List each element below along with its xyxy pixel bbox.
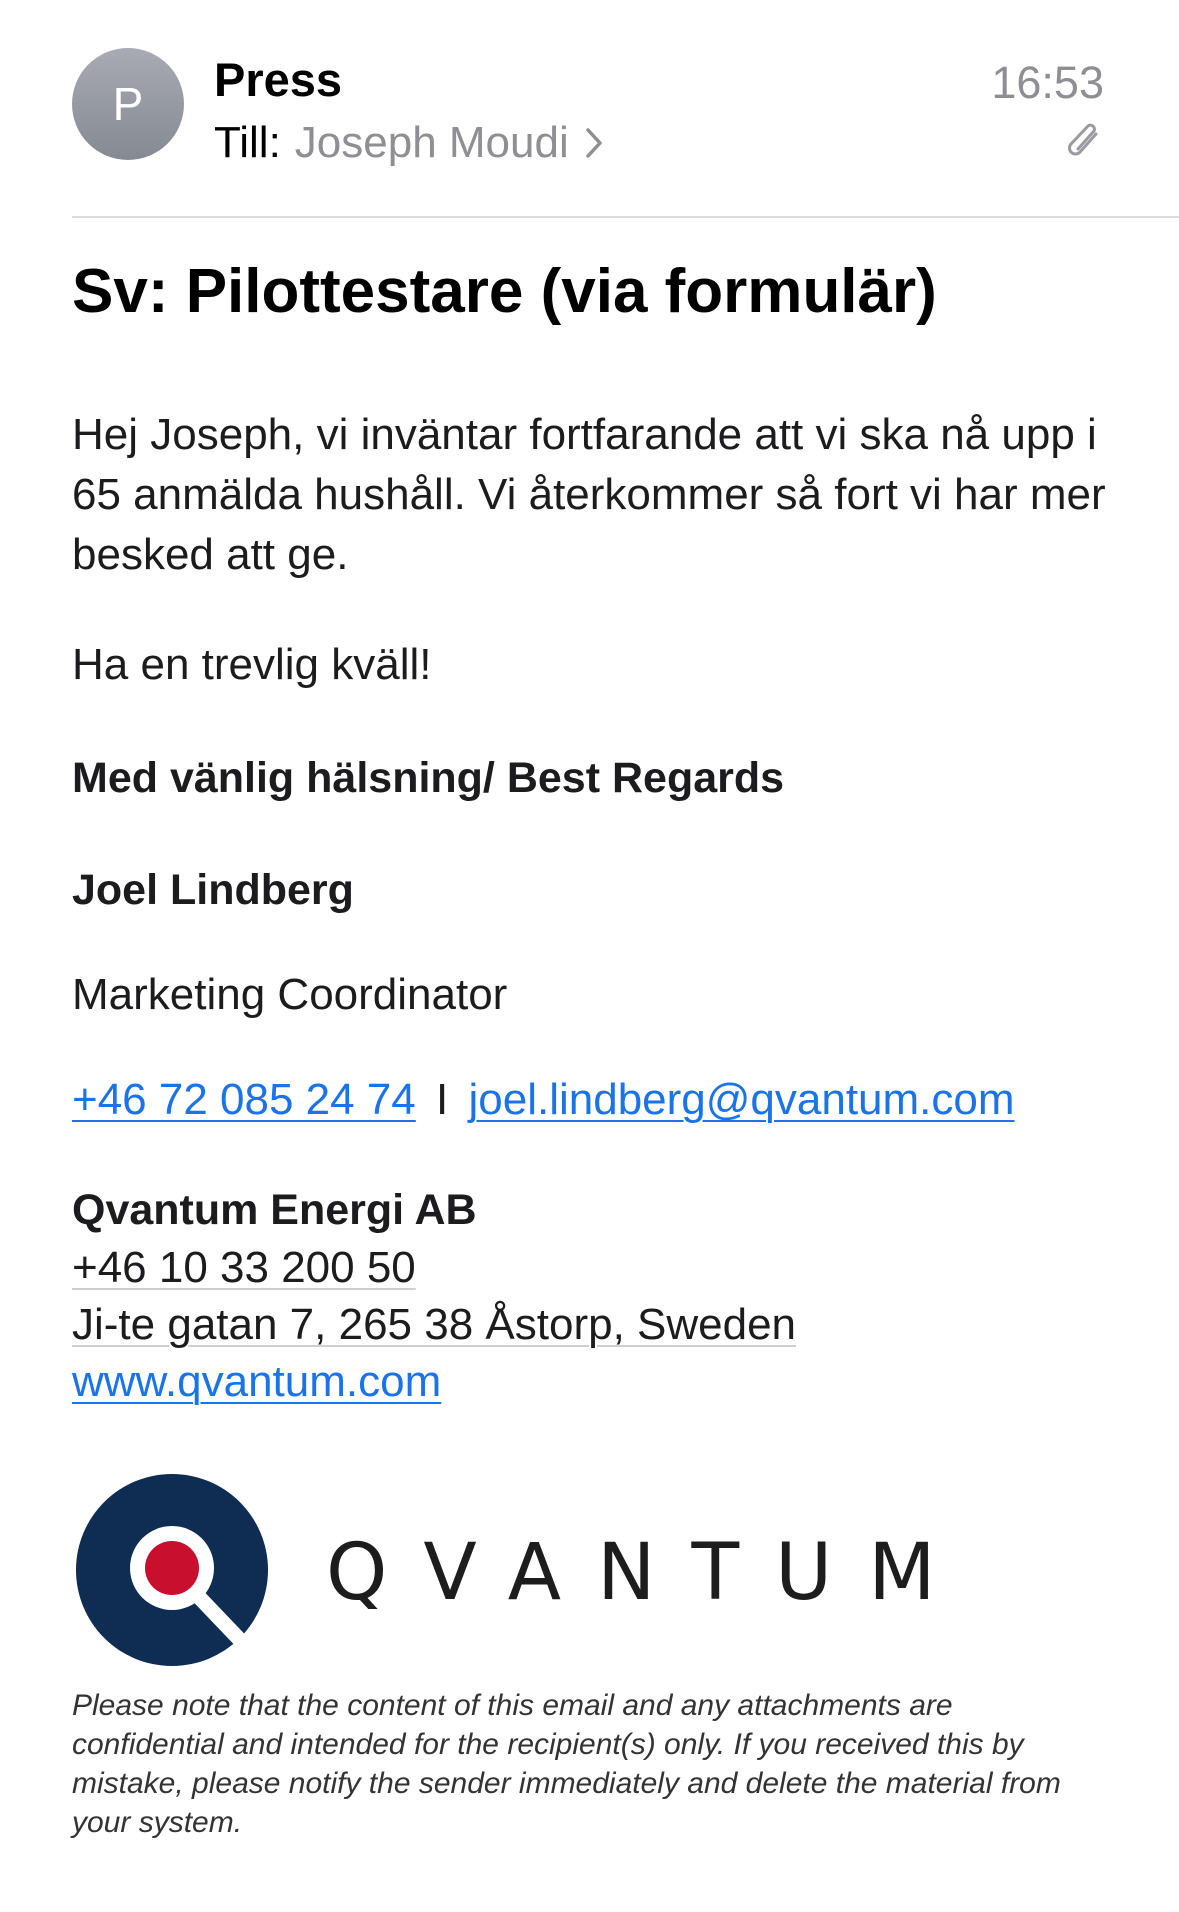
chevron-right-icon[interactable] — [585, 127, 603, 159]
website-row — [72, 1357, 441, 1407]
contact-row — [72, 1075, 1015, 1125]
sender-name[interactable]: Press — [214, 53, 343, 106]
body-paragraph-1: Hej Joseph, vi inväntar fortfarande att vi ska nå upp i 65 anmälda hushåll. Vi återkommer så fort vi har mer besked att ge. — [72, 410, 1106, 579]
received-time: 16:53 — [991, 57, 1104, 108]
address-row — [72, 1300, 796, 1350]
phone-link[interactable]: +46 72 085 24 74 — [72, 1075, 416, 1124]
company-phone-row — [72, 1243, 416, 1293]
signature-regards: Med vänlig hälsning/ Best Regards — [72, 754, 785, 802]
signature-name: Joel Lindberg — [72, 866, 354, 914]
email-subject: Sv: Pilottestare (via formulär) — [72, 257, 937, 326]
to-label: Till: — [214, 118, 281, 167]
recipient-row[interactable] — [214, 118, 603, 168]
paperclip-icon[interactable] — [1066, 120, 1104, 164]
signature-title: Marketing Coordinator — [72, 970, 508, 1019]
email-link[interactable]: joel.lindberg@qvantum.com — [468, 1075, 1015, 1124]
recipient-name[interactable]: Joseph Moudi — [294, 118, 569, 167]
company-name: Qvantum Energi AB — [72, 1186, 477, 1234]
qvantum-wordmark: QVANTUM — [326, 1528, 972, 1618]
qvantum-logo-mark — [72, 1470, 272, 1670]
avatar-letter: P — [112, 78, 144, 130]
header-divider — [72, 216, 1179, 218]
body-paragraph-2: Ha en trevlig kväll! — [72, 640, 432, 689]
contact-separator: I — [436, 1075, 449, 1124]
confidentiality-disclaimer: Please note that the content of this email and any attachments are confidential and intended for the recipient(s) only. If you received this by mistake, please notify the sender immediately and delete the material from your system. — [72, 1689, 1061, 1839]
company-phone-link[interactable]: +46 10 33 200 50 — [72, 1243, 416, 1292]
website-link[interactable]: www.qvantum.com — [72, 1357, 442, 1406]
sender-avatar[interactable] — [72, 48, 184, 160]
address-link[interactable]: Ji-te gatan 7, 265 38 Åstorp, Sweden — [72, 1300, 797, 1349]
